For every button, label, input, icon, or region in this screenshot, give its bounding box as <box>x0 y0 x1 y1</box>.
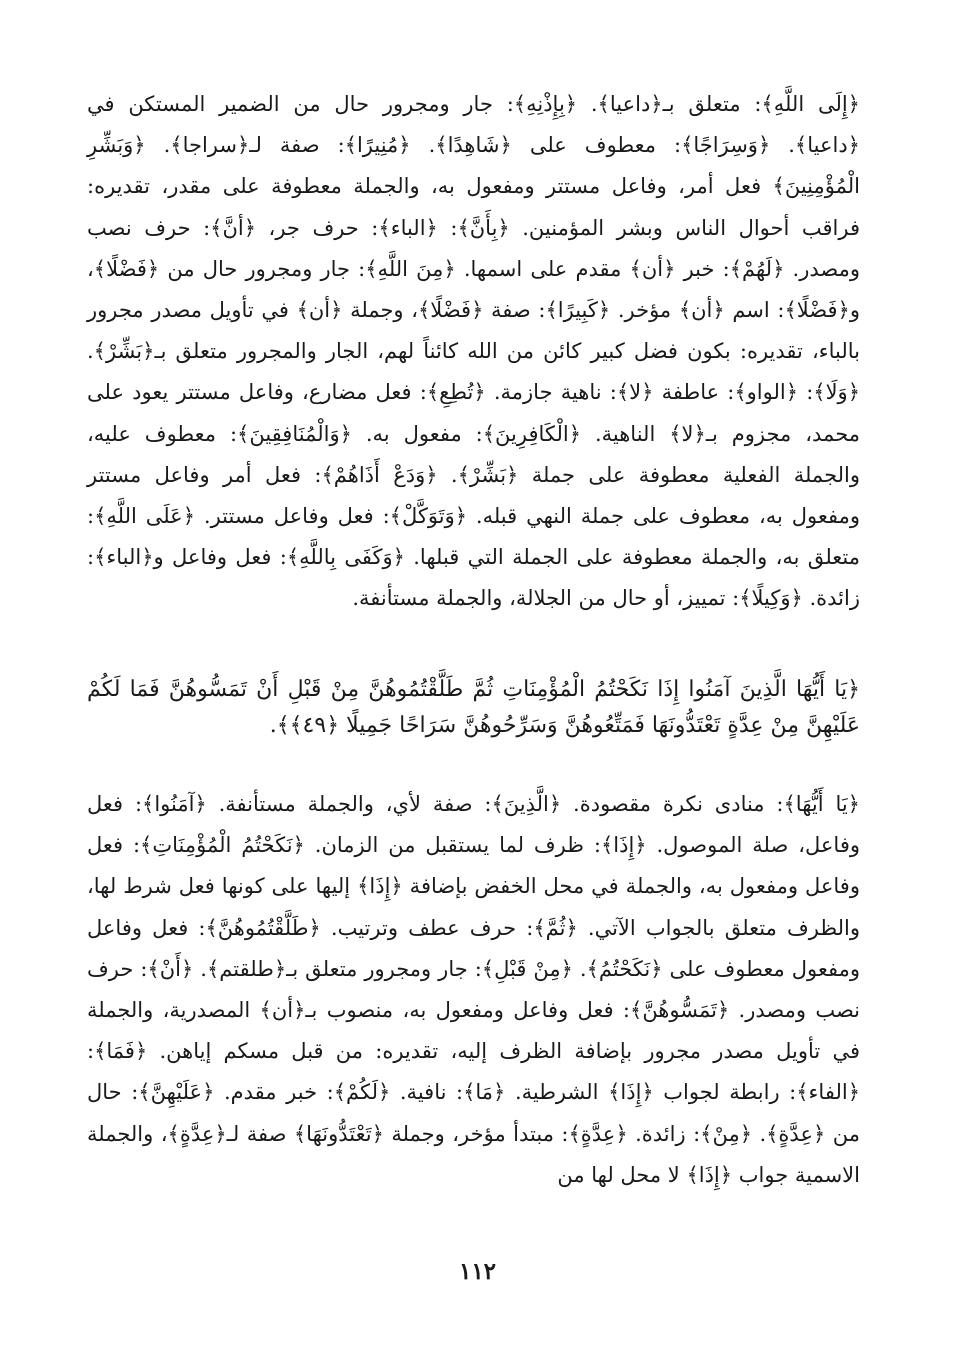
quran-verse <box>87 672 860 744</box>
page-number: ١١٢ <box>458 1258 497 1285</box>
grammar-paragraph-1 <box>87 84 860 620</box>
paragraph-text: ﴿يَا أَيُّهَا﴾: منادى نكرة مقصودة. ﴿الَّذِينَ﴾: صفة لأي، والجملة مستأنفة. ﴿آمَنُوا﴾: فعل وفاعل، صلة الموصول. ﴿إِذَا﴾: ظرف لما يستقبل من الزمان. ﴿نَكَحْتُمُ الْمُؤْمِنَاتِ﴾: فعل وفاعل ومفعول به، والجملة في محل الخفض بإضافة ﴿إِذَا﴾ إليها على كونها فعل شرط لها، والظرف متعلق بالجواب الآتي. ﴿ثُمَّ﴾: حرف عطف وترتيب. ﴿طَلَّقْتُمُوهُنَّ﴾: فعل وفاعل ومفعول معطوف على ﴿نَكَحْتُمُ﴾. ﴿مِنْ قَبْلِ﴾: جار ومجرور متعلق بـ﴿طلقتم﴾. ﴿أَنْ﴾: حرف نصب ومصدر. ﴿تَمَسُّوهُنَّ﴾: فعل وفاعل ومفعول به، منصوب بـ﴿أن﴾ المصدرية، والجملة في تأويل مصدر مجرور بإضافة الظرف إليه، تقديره: من قبل مسكم إياهن. ﴿فَمَا﴾: ﴿الفاء﴾: رابطة لجواب ﴿إِذَا﴾ الشرطية. ﴿مَا﴾: نافية. ﴿لَكُمْ﴾: خبر مقدم. ﴿عَلَيْهِنَّ﴾: حال من ﴿عِدَّةٍ﴾. ﴿مِنْ﴾: زائدة. ﴿عِدَّةٍ﴾: مبتدأ مؤخر، وجملة ﴿تَعْتَدُّونَهَا﴾ صفة لـ﴿عِدَّةٍ﴾، والجملة الاسمية جواب ﴿إِذَا﴾ لا محل لها من <box>87 792 860 1187</box>
paragraph-text: ﴿إِلَى اللَّهِ﴾: متعلق بـ﴿داعيا﴾. ﴿بِإِذْنِهِ﴾: جار ومجرور حال من الضمير المستكن في ﴿داعيا﴾. ﴿وَسِرَاجًا﴾: معطوف على ﴿شَاهِدًا﴾. ﴿مُنِيرًا﴾: صفة لـ﴿سراجا﴾. ﴿وَبَشِّرِ الْمُؤْمِنِينَ﴾ فعل أمر، وفاعل مستتر ومفعول به، والجملة معطوفة على مقدر، تقديره: فراقب أحوال الناس وبشر المؤمنين. ﴿بِأَنَّ﴾: ﴿الباء﴾: حرف جر، ﴿أنَّ﴾: حرف نصب ومصدر. ﴿لَهُمْ﴾: خبر ﴿أن﴾ مقدم على اسمها. ﴿مِنَ اللَّهِ﴾: جار ومجرور حال من ﴿فَضْلًا﴾، و﴿فَضْلًا﴾: اسم ﴿أن﴾ مؤخر. ﴿كَبِيرًا﴾: صفة ﴿فَضْلًا﴾، وجملة ﴿أن﴾ في تأويل مصدر مجرور بالباء، تقديره: بكون فضل كبير كائن من الله كائناً لهم، الجار والمجرور متعلق بـ﴿بَشِّرْ﴾. ﴿وَلَا﴾: ﴿الواو﴾: عاطفة ﴿لا﴾: ناهية جازمة. ﴿تُطِعِ﴾: فعل مضارع، وفاعل مستتر يعود على محمد، مجزوم بـ﴿لا﴾ الناهية. ﴿الْكَافِرِينَ﴾: مفعول به. ﴿وَالْمُنَافِقِينَ﴾: معطوف عليه، والجملة الفعلية معطوفة على جملة ﴿بَشِّرْ﴾. ﴿وَدَعْ أَذَاهُمْ﴾: فعل أمر وفاعل مستتر ومفعول به، معطوف على جملة النهي قبله. ﴿وَتَوَكَّلْ﴾: فعل وفاعل مستتر. ﴿عَلَى اللَّهِ﴾: متعلق به، والجملة معطوفة على الجملة التي قبلها. ﴿وَكَفَى بِاللَّهِ﴾: فعل وفاعل و﴿الباء﴾: زائدة. ﴿وَكِيلًا﴾: تمييز، أو حال من الجلالة، والجملة مستأنفة. <box>87 92 860 611</box>
verse-text: ﴿يَا أَيُّهَا الَّذِينَ آمَنُوا إِذَا نَكَحْتُمُ الْمُؤْمِنَاتِ ثُمَّ طَلَّقْتُمُوهُنَّ مِنْ قَبْلِ أَنْ تَمَسُّوهُنَّ فَمَا لَكُمْ عَلَيْهِنَّ مِنْ عِدَّةٍ تَعْتَدُّونَهَا فَمَتِّعُوهُنَّ وَسَرِّحُوهُنَّ سَرَاحًا جَمِيلًا ﴿٤٩﴾﴾. <box>87 677 860 738</box>
grammar-paragraph-2 <box>87 784 860 1196</box>
